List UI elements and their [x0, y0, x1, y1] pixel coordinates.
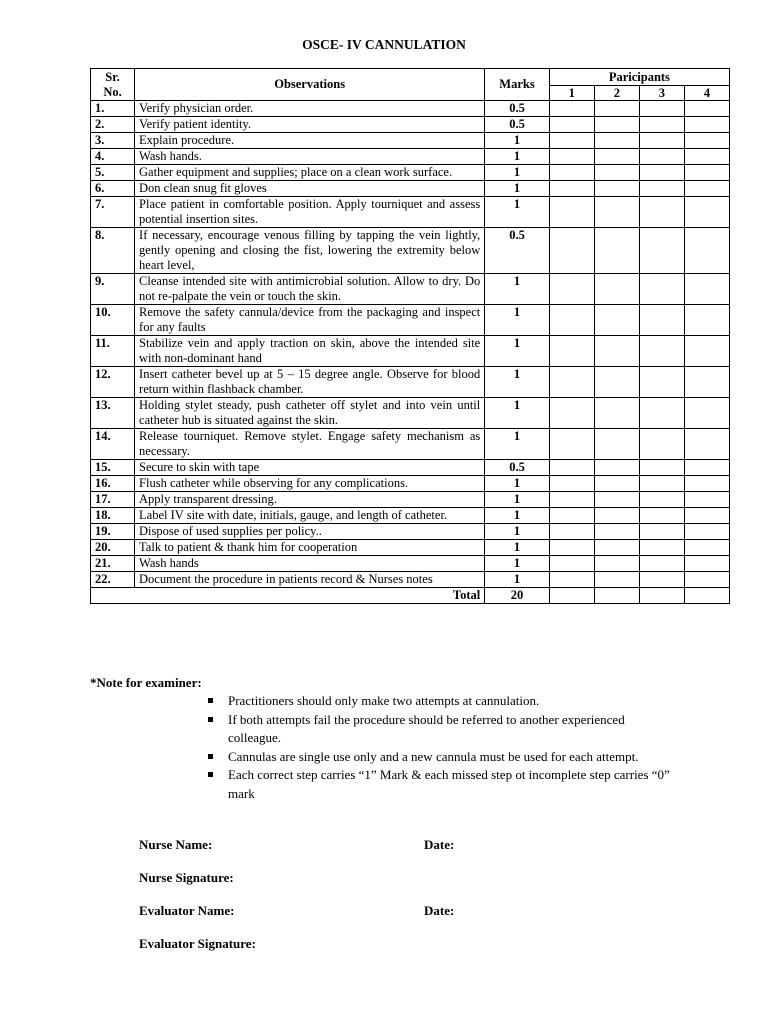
participant-3-score-cell[interactable]: [639, 133, 684, 149]
participant-4-score-cell[interactable]: [684, 460, 729, 476]
participant-1-score-cell[interactable]: [549, 367, 594, 398]
step-observation: Wash hands: [135, 556, 485, 572]
step-number: 2.: [91, 117, 135, 133]
participant-4-score-cell[interactable]: [684, 476, 729, 492]
step-observation: Apply transparent dressing.: [135, 492, 485, 508]
note-text: Each correct step carries “1” Mark & each missed step ot incomplete step carries “0” mark: [228, 767, 670, 801]
step-marks: 1: [485, 336, 550, 367]
participant-3-score-cell[interactable]: [639, 274, 684, 305]
participant-2-score-cell[interactable]: [594, 476, 639, 492]
participant-3-score-cell[interactable]: [639, 336, 684, 367]
participant-2-score-cell[interactable]: [594, 508, 639, 524]
participant-3-score-cell[interactable]: [639, 572, 684, 588]
total-participant-3-cell[interactable]: [639, 588, 684, 604]
participant-4-score-cell[interactable]: [684, 149, 729, 165]
table-row: [91, 492, 730, 508]
participant-1-score-cell[interactable]: [549, 181, 594, 197]
participant-3-score-cell[interactable]: [639, 367, 684, 398]
step-observation: Explain procedure.: [135, 133, 485, 149]
examiner-notes: [208, 692, 678, 803]
step-number: 13.: [91, 398, 135, 429]
note-item: [208, 692, 678, 711]
step-marks: 1: [485, 508, 550, 524]
step-number: 10.: [91, 305, 135, 336]
total-row: [91, 588, 730, 604]
participant-2-score-cell[interactable]: [594, 305, 639, 336]
page-title: OSCE- IV CANNULATION: [302, 37, 466, 52]
participant-1-score-cell[interactable]: [549, 336, 594, 367]
table-row: [91, 197, 730, 228]
step-observation: Don clean snug fit gloves: [135, 181, 485, 197]
participant-4-score-cell[interactable]: [684, 133, 729, 149]
step-number: 16.: [91, 476, 135, 492]
evaluator-signature-label: Evaluator Signature:: [139, 936, 256, 951]
step-number: 4.: [91, 149, 135, 165]
participant-4-score-cell[interactable]: [684, 197, 729, 228]
participant-2-score-cell[interactable]: [594, 228, 639, 274]
step-number: 3.: [91, 133, 135, 149]
step-marks: 1: [485, 492, 550, 508]
participant-2-score-cell[interactable]: [594, 524, 639, 540]
table-row: [91, 228, 730, 274]
participant-2-score-cell[interactable]: [594, 165, 639, 181]
step-marks: 1: [485, 556, 550, 572]
participant-3-score-cell[interactable]: [639, 429, 684, 460]
table-row: [91, 367, 730, 398]
step-observation: Secure to skin with tape: [135, 460, 485, 476]
participant-3-score-cell[interactable]: [639, 492, 684, 508]
participant-3-score-cell[interactable]: [639, 228, 684, 274]
step-observation: Flush catheter while observing for any complications.: [135, 476, 485, 492]
table-row: [91, 508, 730, 524]
header-sr-line1: Sr.: [105, 69, 120, 84]
square-bullet-icon: [208, 772, 213, 777]
table-row: [91, 149, 730, 165]
participant-4-score-cell[interactable]: [684, 540, 729, 556]
participant-4-score-cell[interactable]: [684, 524, 729, 540]
participant-2-score-cell[interactable]: [594, 429, 639, 460]
participant-2-score-cell[interactable]: [594, 197, 639, 228]
table-row: [91, 572, 730, 588]
participant-3-score-cell[interactable]: [639, 197, 684, 228]
note-text: If both attempts fail the procedure should be referred to another experienced colleague.: [228, 711, 625, 745]
step-number: 19.: [91, 524, 135, 540]
table-row: [91, 165, 730, 181]
date-label-2: Date:: [424, 903, 455, 918]
table-row: [91, 133, 730, 149]
step-observation: Verify physician order.: [135, 101, 485, 117]
participant-4-score-cell[interactable]: [684, 305, 729, 336]
participant-4-score-cell[interactable]: [684, 274, 729, 305]
step-observation: Cleanse intended site with antimicrobial solution. Allow to dry. Do not re-palpate the vein or touch the skin.: [135, 274, 485, 305]
step-number: 20.: [91, 540, 135, 556]
participant-3-score-cell[interactable]: [639, 398, 684, 429]
step-marks: 0.5: [485, 101, 550, 117]
participant-1-score-cell[interactable]: [549, 476, 594, 492]
participant-1-score-cell[interactable]: [549, 197, 594, 228]
participant-1-score-cell[interactable]: [549, 556, 594, 572]
participant-3-score-cell[interactable]: [639, 508, 684, 524]
table-row: [91, 429, 730, 460]
step-marks: 1: [485, 165, 550, 181]
nurse-signature-label: Nurse Signature:: [139, 870, 234, 885]
participant-2-score-cell[interactable]: [594, 572, 639, 588]
participant-1-score-cell[interactable]: [549, 165, 594, 181]
evaluator-name-label: Evaluator Name:: [139, 903, 235, 918]
participant-1-score-cell[interactable]: [549, 228, 594, 274]
total-label: Total: [91, 588, 485, 604]
square-bullet-icon: [208, 698, 213, 703]
participant-1-score-cell[interactable]: [549, 460, 594, 476]
participant-4-score-cell[interactable]: [684, 508, 729, 524]
step-number: 6.: [91, 181, 135, 197]
step-number: 5.: [91, 165, 135, 181]
step-number: 14.: [91, 429, 135, 460]
participant-1-score-cell[interactable]: [549, 133, 594, 149]
participant-1-score-cell[interactable]: [549, 117, 594, 133]
total-participant-2-cell[interactable]: [594, 588, 639, 604]
date-label-1: Date:: [424, 837, 455, 852]
step-observation: If necessary, encourage venous filling by tapping the vein lightly, gently opening and closing the fist, lowering the extremity below heart level,: [135, 228, 485, 274]
table-row: [91, 274, 730, 305]
participant-4-score-cell[interactable]: [684, 572, 729, 588]
participant-3-score-cell[interactable]: [639, 524, 684, 540]
total-participant-4-cell[interactable]: [684, 588, 729, 604]
note-text: Cannulas are single use only and a new cannula must be used for each attempt.: [228, 748, 639, 764]
step-number: 15.: [91, 460, 135, 476]
header-participant-1: 1: [549, 86, 594, 101]
step-marks: 0.5: [485, 228, 550, 274]
total-participant-1-cell[interactable]: [549, 588, 594, 604]
participant-1-score-cell[interactable]: [549, 429, 594, 460]
step-marks: 1: [485, 367, 550, 398]
step-observation: Release tourniquet. Remove stylet. Engage safety mechanism as necessary.: [135, 429, 485, 460]
total-value: 20: [485, 588, 550, 604]
note-item: [208, 766, 678, 803]
step-marks: 1: [485, 540, 550, 556]
step-number: 18.: [91, 508, 135, 524]
table-row: [91, 336, 730, 367]
step-number: 17.: [91, 492, 135, 508]
participant-3-score-cell[interactable]: [639, 305, 684, 336]
header-observations: Observations: [135, 69, 485, 101]
participant-1-score-cell[interactable]: [549, 101, 594, 117]
step-observation: Insert catheter bevel up at 5 – 15 degree angle. Observe for blood return within flashback chamber.: [135, 367, 485, 398]
participant-2-score-cell[interactable]: [594, 133, 639, 149]
step-marks: 0.5: [485, 117, 550, 133]
table-row: [91, 101, 730, 117]
step-marks: 0.5: [485, 460, 550, 476]
participant-1-score-cell[interactable]: [549, 492, 594, 508]
step-number: 7.: [91, 197, 135, 228]
participant-4-score-cell[interactable]: [684, 228, 729, 274]
header-sr-no: [91, 69, 135, 101]
step-marks: 1: [485, 524, 550, 540]
participant-4-score-cell[interactable]: [684, 556, 729, 572]
step-observation: Remove the safety cannula/device from the packaging and inspect for any faults: [135, 305, 485, 336]
participant-3-score-cell[interactable]: [639, 165, 684, 181]
square-bullet-icon: [208, 717, 213, 722]
step-observation: Label IV site with date, initials, gauge, and length of catheter.: [135, 508, 485, 524]
table-row: [91, 460, 730, 476]
participant-4-score-cell[interactable]: [684, 101, 729, 117]
step-number: 11.: [91, 336, 135, 367]
step-number: 12.: [91, 367, 135, 398]
table-row: [91, 556, 730, 572]
participant-2-score-cell[interactable]: [594, 460, 639, 476]
step-number: 8.: [91, 228, 135, 274]
header-marks: Marks: [485, 69, 550, 101]
participant-4-score-cell[interactable]: [684, 398, 729, 429]
participant-4-score-cell[interactable]: [684, 367, 729, 398]
step-marks: 1: [485, 398, 550, 429]
participant-3-score-cell[interactable]: [639, 181, 684, 197]
participant-4-score-cell[interactable]: [684, 165, 729, 181]
table-row: [91, 181, 730, 197]
step-number: 22.: [91, 572, 135, 588]
header-participant-2: 2: [594, 86, 639, 101]
participant-2-score-cell[interactable]: [594, 540, 639, 556]
participant-2-score-cell[interactable]: [594, 101, 639, 117]
note-title: *Note for examiner:: [90, 675, 202, 690]
step-marks: 1: [485, 305, 550, 336]
participant-2-score-cell[interactable]: [594, 367, 639, 398]
participant-3-score-cell[interactable]: [639, 149, 684, 165]
participant-2-score-cell[interactable]: [594, 492, 639, 508]
table-row: [91, 540, 730, 556]
step-marks: 1: [485, 181, 550, 197]
participant-2-score-cell[interactable]: [594, 336, 639, 367]
participant-1-score-cell[interactable]: [549, 524, 594, 540]
participant-4-score-cell[interactable]: [684, 117, 729, 133]
participant-2-score-cell[interactable]: [594, 274, 639, 305]
header-participants: Paricipants: [549, 69, 729, 86]
step-marks: 1: [485, 149, 550, 165]
step-number: 9.: [91, 274, 135, 305]
step-observation: Wash hands.: [135, 149, 485, 165]
note-item: [208, 711, 678, 748]
participant-3-score-cell[interactable]: [639, 540, 684, 556]
participant-1-score-cell[interactable]: [549, 508, 594, 524]
step-number: 1.: [91, 101, 135, 117]
step-observation: Verify patient identity.: [135, 117, 485, 133]
step-number: 21.: [91, 556, 135, 572]
header-sr-line2: No.: [103, 84, 122, 99]
step-marks: 1: [485, 197, 550, 228]
participant-2-score-cell[interactable]: [594, 181, 639, 197]
note-text: Practitioners should only make two attempts at cannulation.: [228, 693, 540, 708]
step-marks: 1: [485, 429, 550, 460]
square-bullet-icon: [208, 754, 213, 759]
participant-1-score-cell[interactable]: [549, 305, 594, 336]
step-marks: 1: [485, 274, 550, 305]
participant-3-score-cell[interactable]: [639, 117, 684, 133]
participant-2-score-cell[interactable]: [594, 398, 639, 429]
step-observation: Stabilize vein and apply traction on skin, above the intended site with non-dominant hand: [135, 336, 485, 367]
participant-3-score-cell[interactable]: [639, 101, 684, 117]
assessment-table: [90, 68, 730, 604]
step-marks: 1: [485, 133, 550, 149]
table-row: [91, 524, 730, 540]
step-marks: 1: [485, 476, 550, 492]
step-observation: Gather equipment and supplies; place on a clean work surface.: [135, 165, 485, 181]
participant-4-score-cell[interactable]: [684, 181, 729, 197]
nurse-name-label: Nurse Name:: [139, 837, 213, 852]
step-observation: Talk to patient & thank him for cooperation: [135, 540, 485, 556]
participant-1-score-cell[interactable]: [549, 540, 594, 556]
table-row: [91, 398, 730, 429]
participant-1-score-cell[interactable]: [549, 149, 594, 165]
participant-3-score-cell[interactable]: [639, 476, 684, 492]
participant-3-score-cell[interactable]: [639, 460, 684, 476]
step-observation: Place patient in comfortable position. Apply tourniquet and assess potential insertion sites.: [135, 197, 485, 228]
participant-2-score-cell[interactable]: [594, 117, 639, 133]
table-row: [91, 305, 730, 336]
table-row: [91, 476, 730, 492]
participant-2-score-cell[interactable]: [594, 149, 639, 165]
participant-4-score-cell[interactable]: [684, 492, 729, 508]
participant-1-score-cell[interactable]: [549, 398, 594, 429]
note-item: [208, 748, 678, 767]
step-observation: Dispose of used supplies per policy..: [135, 524, 485, 540]
participant-3-score-cell[interactable]: [639, 556, 684, 572]
header-participant-4: 4: [684, 86, 729, 101]
table-row: [91, 117, 730, 133]
step-marks: 1: [485, 572, 550, 588]
participant-1-score-cell[interactable]: [549, 572, 594, 588]
header-participant-3: 3: [639, 86, 684, 101]
participant-1-score-cell[interactable]: [549, 274, 594, 305]
participant-2-score-cell[interactable]: [594, 556, 639, 572]
participant-4-score-cell[interactable]: [684, 429, 729, 460]
participant-4-score-cell[interactable]: [684, 336, 729, 367]
step-observation: Holding stylet steady, push catheter off stylet and into vein until catheter hub is situated against the skin.: [135, 398, 485, 429]
step-observation: Document the procedure in patients record & Nurses notes: [135, 572, 485, 588]
